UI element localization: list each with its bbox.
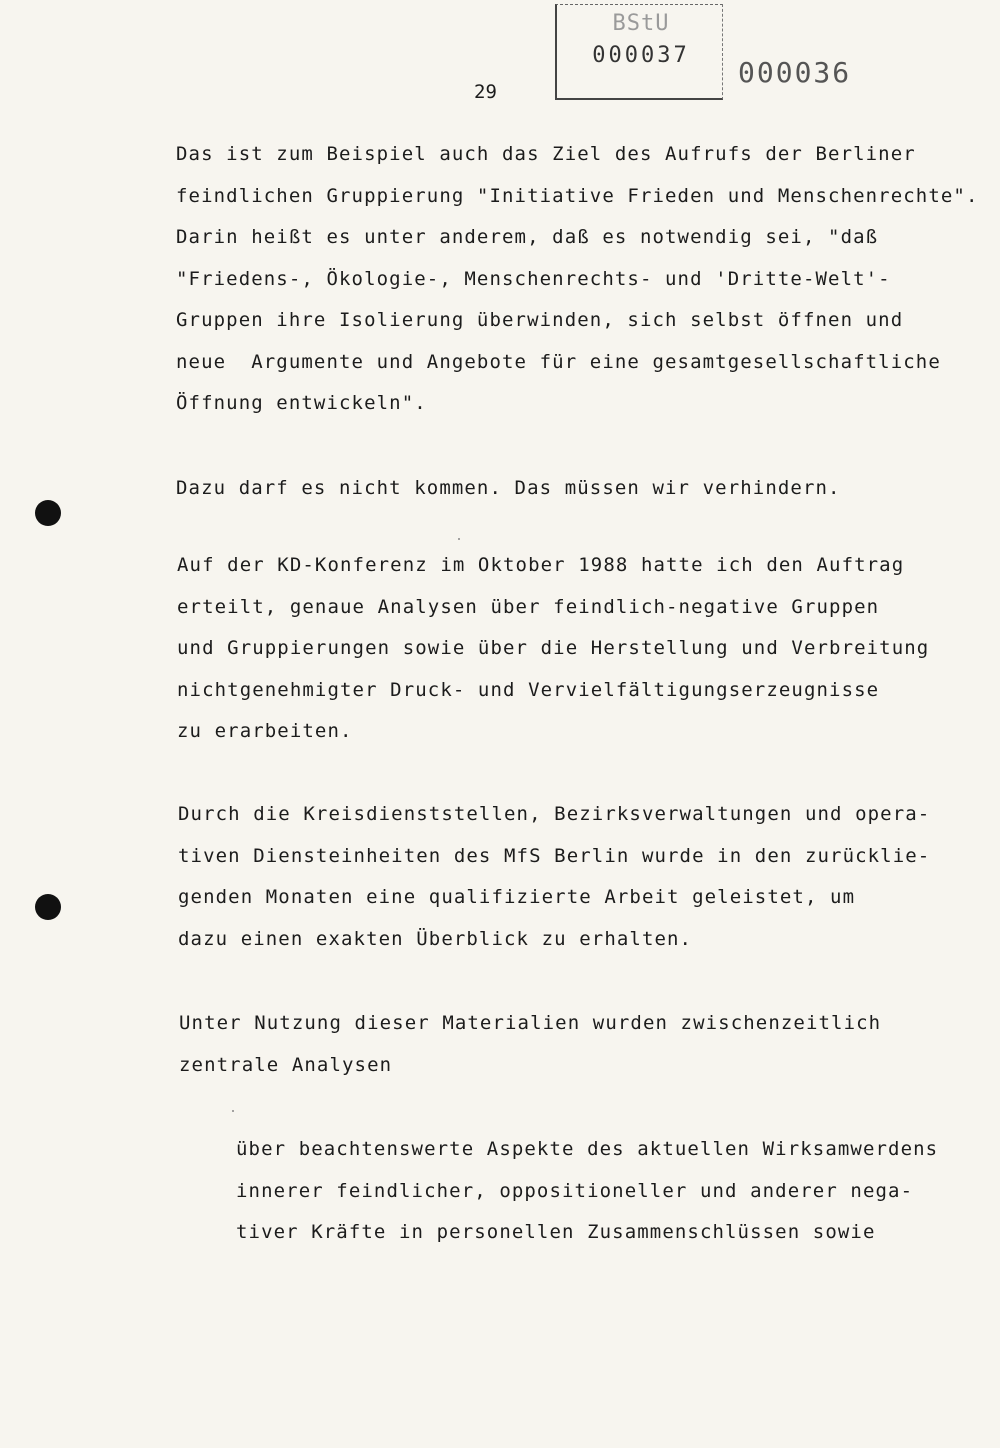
paragraph-aufruf xyxy=(176,134,979,425)
paragraph-kd-konferenz xyxy=(177,545,929,753)
text-line: nichtgenehmigter Druck- und Vervielfältigungserzeugnisse xyxy=(177,678,880,701)
archive-stamp xyxy=(555,4,723,100)
text-line: zentrale Analysen xyxy=(179,1053,393,1076)
text-line: erteilt, genaue Analysen über feindlich-negative Gruppen xyxy=(177,595,880,618)
text-line: dazu einen exakten Überblick zu erhalten. xyxy=(178,927,693,950)
paragraph-kreisdienststellen xyxy=(178,794,930,960)
text-line: genden Monaten eine qualifizierte Arbeit geleistet, um xyxy=(178,886,856,908)
text-line: Auf der KD-Konferenz im Oktober 1988 hatte ich den Auftrag xyxy=(177,554,905,576)
archive-stamp-label: BStU xyxy=(612,11,670,36)
text-line: Das ist zum Beispiel auch das Ziel des Aufrufs der Berliner xyxy=(176,143,916,165)
text-line: und Gruppierungen sowie über die Herstellung und Verbreitung xyxy=(177,637,930,659)
text-line: Gruppen ihre Isolierung überwinden, sich selbst öffnen und xyxy=(176,309,904,331)
text-line: neue Argumente und Angebote für eine gesamtgesellschaftliche xyxy=(176,350,941,373)
text-line: tiven Diensteinheiten des MfS Berlin wurde in den zurücklie- xyxy=(178,844,931,867)
text-line: über beachtenswerte Aspekte des aktuellen Wirksamwerdens xyxy=(236,1138,939,1160)
page-number: 29 xyxy=(474,81,497,103)
text-line: Öffnung entwickeln". xyxy=(176,392,427,414)
text-line: feindlichen Gruppierung "Initiative Frieden und Menschenrechte". xyxy=(176,184,979,207)
text-line: Dazu darf es nicht kommen. Das müssen wir verhindern. xyxy=(176,477,841,499)
punch-hole-top xyxy=(35,500,61,526)
paragraph-materialien xyxy=(179,1003,881,1086)
text-line: Darin heißt es unter anderem, daß es notwendig sei, "daß xyxy=(176,226,879,248)
paragraph-verhindern xyxy=(176,468,841,510)
text-line: innerer feindlicher, oppositioneller und anderer nega- xyxy=(236,1179,914,1202)
text-line: "Friedens-, Ökologie-, Menschenrechts- und 'Dritte-Welt'- xyxy=(176,267,891,290)
text-line: zu erarbeiten. xyxy=(177,720,353,742)
page-stamp-number: 000036 xyxy=(738,56,852,89)
scan-speck xyxy=(458,538,460,540)
text-line: tiver Kräfte in personellen Zusammenschlüssen sowie xyxy=(236,1221,876,1243)
paragraph-indented-analysen xyxy=(236,1129,938,1254)
text-line: Durch die Kreisdienststellen, Bezirksverwaltungen und opera- xyxy=(178,803,931,825)
archive-stamp-number: 000037 xyxy=(592,43,690,68)
text-line: Unter Nutzung dieser Materialien wurden zwischenzeitlich xyxy=(179,1012,882,1034)
punch-hole-bottom xyxy=(35,894,61,920)
scan-speck xyxy=(232,1110,234,1112)
